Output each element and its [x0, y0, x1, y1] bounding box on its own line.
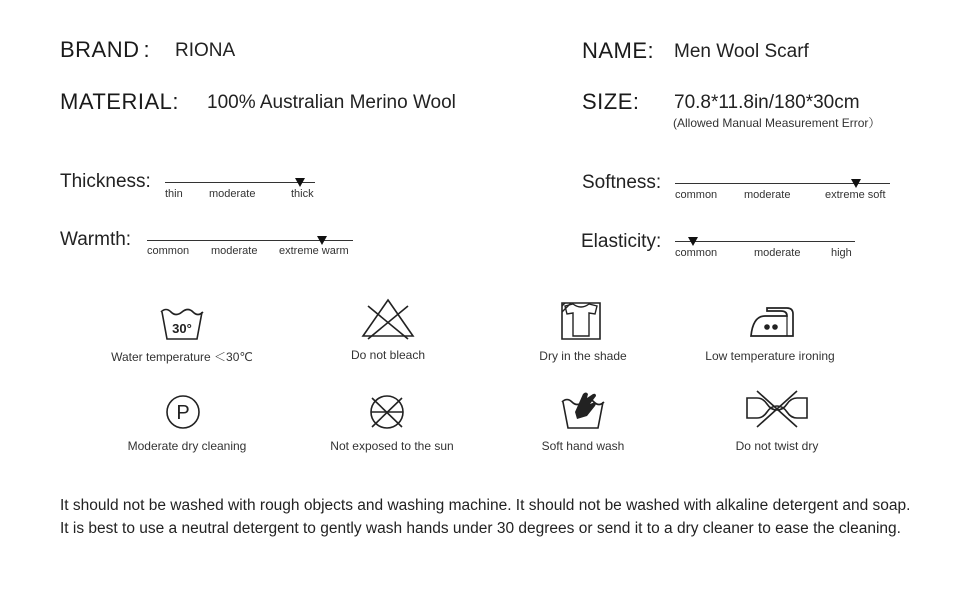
elasticity-tick-2: high	[831, 247, 852, 259]
care-label-handwash: Soft hand wash	[541, 439, 625, 453]
low-iron-icon	[747, 302, 797, 340]
elasticity-scale-line	[675, 241, 855, 242]
care-label-dryclean: Moderate dry cleaning	[127, 439, 247, 453]
material-value: 100% Australian Merino Wool	[207, 92, 456, 113]
care-instructions-paragraph: It should not be washed with rough objects and washing machine. It should not be washed with alkaline detergent and soap. It is best to use a neutral detergent to gently wash hands under 30 degrees or send it to a dry cleaner to ease the cleaning.	[60, 497, 911, 537]
wash-30-icon	[158, 303, 206, 343]
warmth-tick-0: common	[147, 245, 190, 257]
care-label-bleach: Do not bleach	[350, 348, 426, 362]
elasticity-tick-1: moderate	[754, 247, 801, 259]
thickness-tick-0: thin	[165, 188, 183, 200]
name-value: Men Wool Scarf	[674, 41, 809, 62]
warmth-marker	[317, 236, 327, 245]
no-sun-icon	[363, 391, 411, 433]
softness-tick-0: common	[675, 189, 718, 201]
care-label-shade: Dry in the shade	[539, 349, 627, 363]
care-label-iron: Low temperature ironing	[705, 349, 835, 363]
softness-tick-2: extreme soft	[825, 189, 886, 201]
brand-key: BRAND :	[60, 37, 151, 62]
care-label-wring: Do not twist dry	[735, 439, 819, 453]
warmth-tick-2: extreme warm	[279, 245, 349, 257]
thickness-tick-1: moderate	[209, 188, 256, 200]
no-bleach-icon	[358, 297, 418, 341]
dry-clean-p-icon	[164, 393, 202, 431]
size-note: (Allowed Manual Measurement Error）	[673, 116, 881, 130]
elasticity-tick-0: common	[675, 247, 718, 259]
material-key: MATERIAL:	[60, 89, 180, 114]
elasticity-marker	[688, 237, 698, 246]
dry-clean-letter: P	[176, 402, 190, 424]
softness-marker	[851, 179, 861, 188]
name-key: NAME:	[582, 38, 655, 63]
thickness-label: Thickness:	[60, 171, 151, 192]
size-value: 70.8*11.8in/180*30cm	[674, 92, 860, 113]
thickness-scale-line	[165, 182, 315, 183]
softness-label: Softness:	[582, 172, 662, 193]
hand-wash-icon	[559, 388, 607, 432]
size-key: SIZE:	[582, 89, 640, 114]
care-label-wash: Water temperature ＜30℃	[111, 350, 253, 364]
softness-tick-1: moderate	[744, 189, 791, 201]
warmth-tick-1: moderate	[211, 245, 258, 257]
dry-shade-icon	[559, 300, 603, 342]
elasticity-label: Elasticity:	[581, 231, 662, 252]
care-label-sun: Not exposed to the sun	[330, 439, 454, 453]
wash-temp-mark: 30°	[172, 321, 192, 336]
brand-value: RIONA	[175, 40, 236, 61]
thickness-marker	[295, 178, 305, 187]
no-wring-icon	[743, 388, 811, 430]
warmth-label: Warmth:	[60, 229, 132, 250]
thickness-tick-2: thick	[291, 188, 314, 200]
